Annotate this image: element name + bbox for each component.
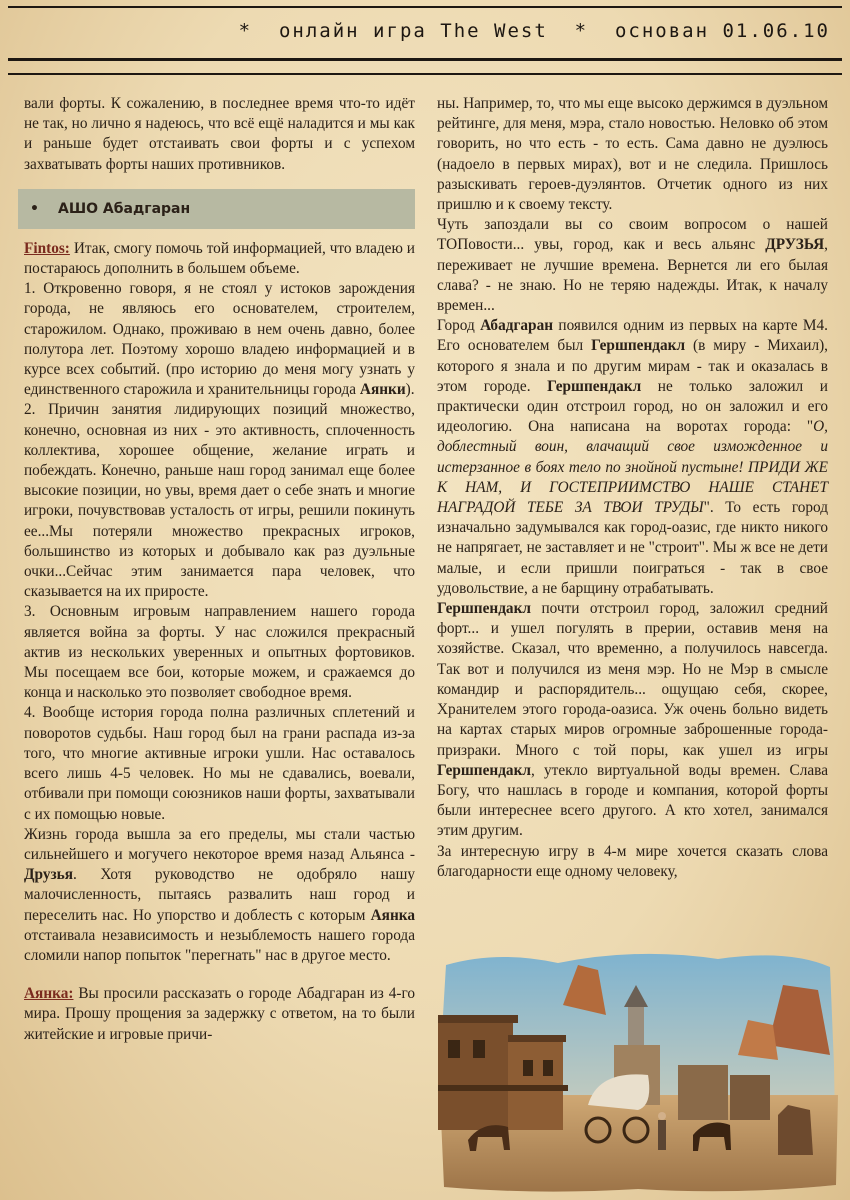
r2-a: Чуть запоздали вы со своим вопросом о нашей ТОПовости... увы, город, как и весь альянс [437,216,828,254]
name-druzya: Друзья [24,866,73,884]
r2-b: , переживает не лучшие времена. Вернется ли его былая слава? - не знаю. Но не теряю надежды. Итак, к началу времен... [437,236,828,315]
speaker-ayanka: Аянка: [24,985,74,1003]
r3-d: не только заложил и практически один отстроил город, но он заложил и его идеологию. Она написана на воротах города: " [437,377,828,436]
header-rule-thick [8,58,842,61]
answer-2: 2. Причин занятия лидирующих позиций множество, конечно, основная из них - это активность, сплоченность коллектива, хорошее общение, желание играть и побеждать. Конечно, раньше наш город занимал еще более высокие позиции, но увы, время дает о себе знать и многие игроки, почувствовав усталость от игры, решили покинуть ее...Мы потеряли множество прекрасных игроков, большинство из которых и добывало как раз дуэльные очки...Сейчас этим занимается пара человек, что сказывается на их приросте. [24,401,415,601]
r3-e: ". То есть город изначально задумывался как город-оазис, где никто никого не напрягает, не заставляет и не "строит". Мы ж все не дети малые, и если пришли поиграться - так в свое удовольствие, а не барщину отрабатывать. [437,499,828,597]
r3-a: Город [437,317,481,335]
answer-5-c: отстаивала независимость и незыблемость нашего города сломили напор попыток "перегнать" нас в другое место. [24,926,415,964]
name-abadgaran: Абадгаран [480,317,554,335]
right-paragraph-2 [437,215,828,316]
left-column [24,94,415,1045]
bullet-icon: • [30,200,39,217]
intro-paragraph: вали форты. К сожалению, в последнее время что-то идёт не так, но лично я надеюсь, что всё ещё наладится и мы как и раньше будет отстаивать свои форты и с успехом захватывать форты наших противников. [24,95,415,173]
fintos-intro [24,239,415,279]
ayanka-intro-text: Вы просили рассказать о городе Абадгаран из 4-го мира. Прошу прощения за задержку с ответом, на то были житейские и игровые причи- [24,985,415,1043]
gate-inscription: О, доблестный воин, влачащий свое изможденное и истерзанное в боях тело по знойной пустыне! ПРИДИ ЖЕ К НАМ, И ГОСТЕПРИИМСТВО НАШЕ СТАНЕТ НАГРАДОЙ ТЕБЕ ЗА ТВОИ ТРУДЫ [437,418,828,517]
ayanka-intro [24,984,415,1045]
name-gershpendakl-3: Гершпендакл [437,600,531,618]
name-druzya-caps: ДРУЗЬЯ [765,236,825,254]
answer-1-text: 1. Откровенно говоря, я не стоял у истоков зарождения города, не являюсь его основателем, строителем, старожилом. Однако, проживаю в нем очень давно, более полутора лет. Поэтому хорошо владею информацией и в курсе всех событий. (про историю до меня могу узнать у единственного старожила и хранительницы города [24,280,415,399]
right-column [437,94,828,882]
right-paragraph-5: За интересную игру в 4-м мире хочется сказать слова благодарности еще одному человеку, [437,842,828,880]
page-header [0,0,850,92]
answer-5-a: Жизнь города вышла за его пределы, мы стали частью сильнейшего и могучего некоторое время назад Альянса - [24,825,415,863]
right-paragraph-3 [437,316,828,599]
name-ayanki: Аянки [359,381,406,399]
speaker-fintos: Fintos: [24,239,70,257]
right-paragraph-1: ны. Например, то, что мы еще высоко держимся в дуэльном рейтинге, для меня, мэра, стало новостью. Неловко об этом говорить, но что есть - то есть. Сама давно не дуэлюсь (надоело в первых мирах), вот и не следила. Пришлось разыскивать героев-дуэлянтов. Отчетик одного из них пришлю и к своему тексту. [437,95,828,214]
answer-4: 4. Вообще история города полна различных сплетений и поворотов судьбы. Наш город был на грани распада из-за того, что многие активные игроки ушли. Нас оставалось всего лишь 4-5 человек. Но мы не сдавались, воевали, отбивали при помощи союзников наши форты, захватывали с их помощью новые. [24,704,415,823]
header-rule-thin [8,73,842,75]
right-paragraph-4 [437,599,828,841]
answer-3: 3. Основным игровым направлением нашего города является война за форты. У нас сложился прекрасный актив из нескольких уверенных и опытных фортовиков. Мы посещаем все бои, которые можем, и сражаемся до конца и насколько это позволяет свободное время. [24,603,415,702]
section-title: АШО Абадгаран [58,200,191,217]
name-gershpendakl-4: Гершпендакл [437,761,531,779]
r3-c: (в миру - Михаил), которого я знала и по другим мирам - так и оказалась в этом городе. [437,337,828,395]
header-title: * онлайн игра The West * основан 01.06.10 [238,20,830,42]
r4-a: почти отстроил город, заложил средний форт... и ушел погулять в прерии, оставив меня на хозяйстве. Сказал, что временно, а получилось навсегда. Так вот и получился из меня мэр. Но не Мэр в смысле командир и распорядитель... ощущаю себя, скорее, Хранителем этого города-оазиса. Уж очень больно видеть на картах старых миров огромные заброшенные города-призраки. Много с той поры, как ушел из игры [437,600,828,759]
western-town-illustration [438,945,838,1195]
answer-1 [24,279,415,400]
section-heading [18,189,415,229]
r3-b: появился одним из первых на карте М4. Его основателем был [437,317,828,355]
answer-1-end: ). [405,381,415,399]
answer-5-b: . Хотя руководство не одобряло нашу малочисленность, пытаясь развалить наш город и переселить нас. Но упорство и доблесть с которым [24,866,415,924]
fintos-intro-text: Итак, смогу помочь той информацией, что владею и постараюсь дополнить в большем объеме. [24,239,415,278]
name-ayanka: Аянка [370,906,415,924]
name-gershpendakl-2: Гершпендакл [547,377,642,395]
name-gershpendakl-1: Гершпендакл [591,337,686,355]
answer-5 [24,825,415,966]
r4-b: , утекло виртуальной воды времен. Слава Богу, что нашлась в городе и компания, которой форты были интереснее всего другого. А кто хотел, занимался этим другим. [437,761,828,840]
top-rule [8,6,842,8]
